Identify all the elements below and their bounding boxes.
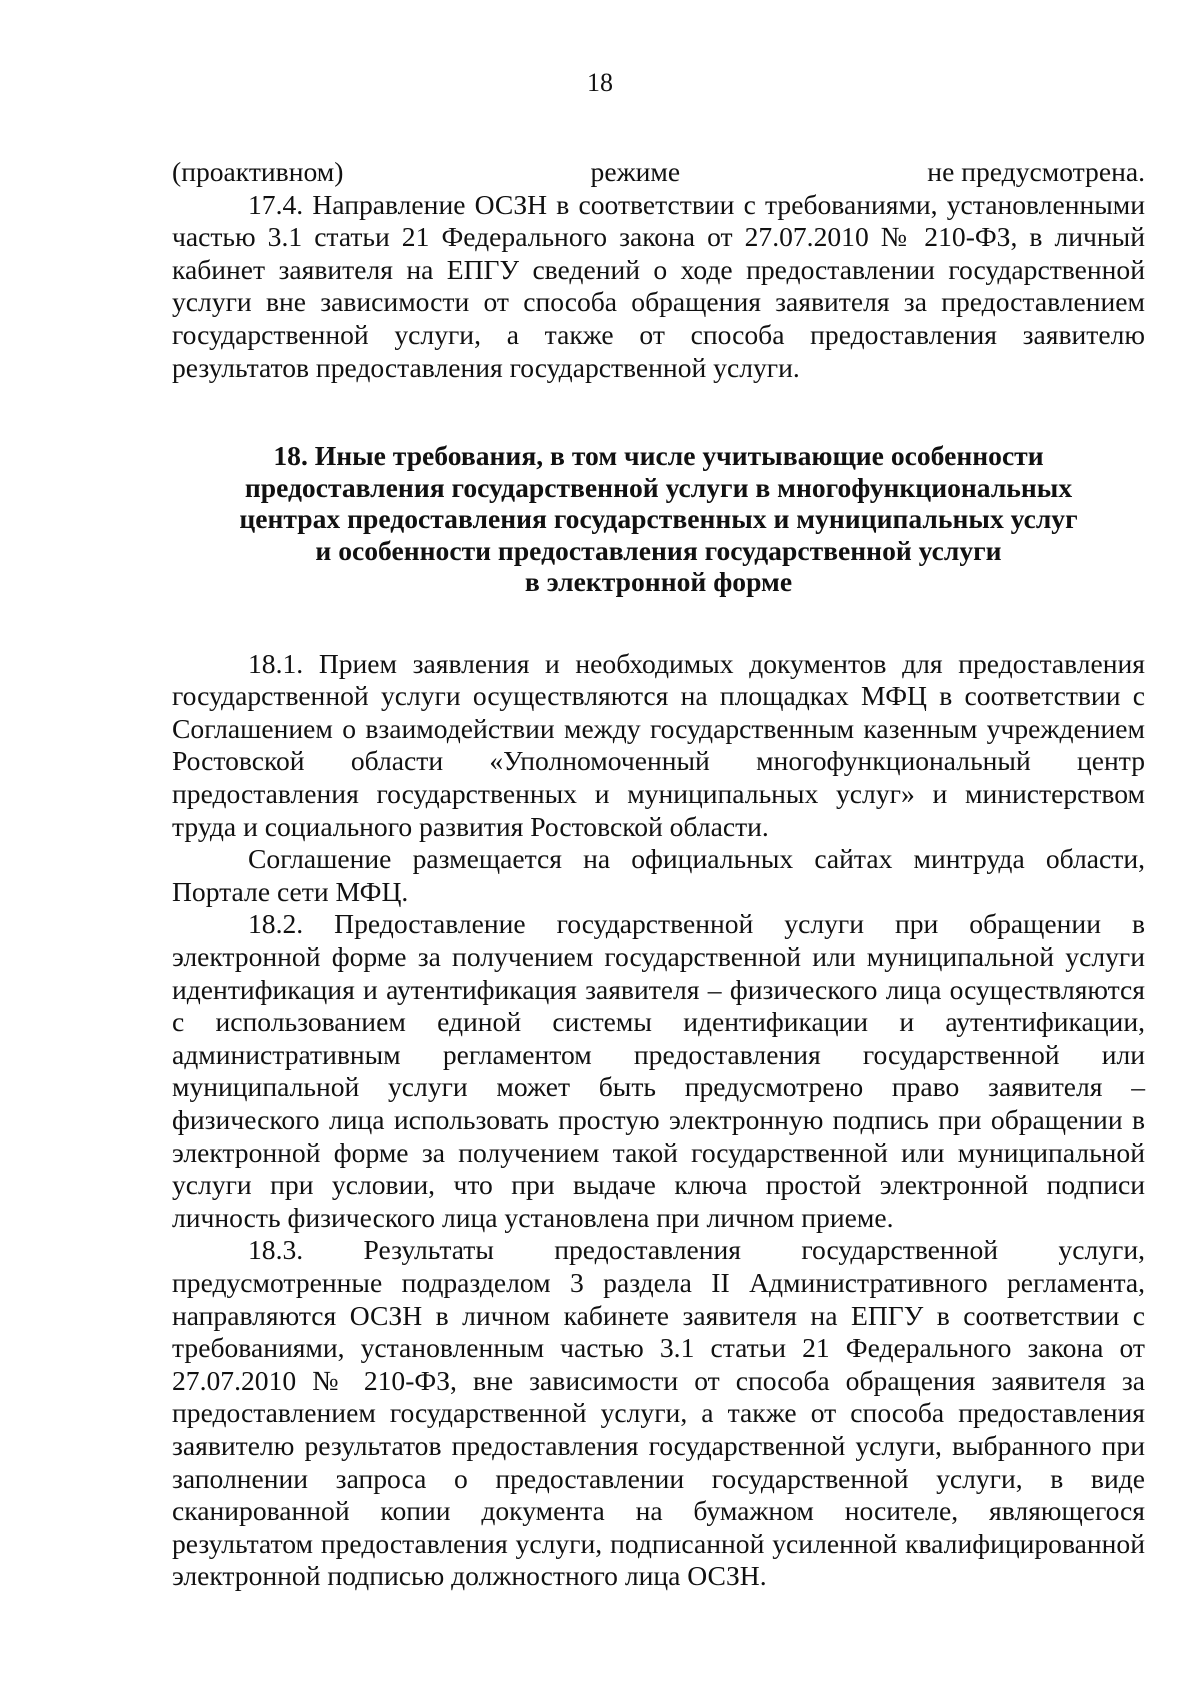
intro-line [172, 156, 1145, 189]
paragraph-18-1: 18.1. Прием заявления и необходимых документов для предоставления государственной услуги осуществляются на площадках МФЦ в соответствии с Соглашением о взаимодействии между государственным казенным учреждением Ростовской области «Уполномоченный многофункциональный центр предоставления государственных и муниципальных услуг» и министерством труда и социального развития Ростовской области. [172, 647, 1145, 842]
intro-word-mode: режиме [590, 156, 681, 187]
intro-word-proactive: (проактивном) [172, 156, 344, 187]
heading-line-3: центрах предоставления государственных и муниципальных услуг [239, 503, 1078, 535]
heading-line-1: 18. Иные требования, в том числе учитывающие особенности [273, 440, 1044, 472]
document-body [172, 156, 1145, 1593]
paragraph-agreement: Соглашение размещается на официальных сайтах минтруда области, Портале сети МФЦ. [172, 843, 1145, 907]
heading-line-4: и особенности предоставления государственной услуги [315, 534, 1002, 566]
intro-word-not-provided: не предусмотрена. [927, 156, 1145, 187]
paragraph-18-3: 18.3. Результаты предоставления государственной услуги, предусмотренные подразделом 3 раздела II Административного регламента, направляются ОСЗН в личном кабинете заявителя на ЕПГУ в соответствии с требованиями, установленным частью 3.1 статьи 21 Федерального закона от 27.07.2010 № 210-ФЗ, вне зависимости от способа обращения заявителя за предоставлением государственной услуги, а также от способа предоставления заявителю результатов предоставления государственной услуги, выбранного при заполнении запроса о предоставлении государственной услуги, в виде сканированной копии документа на бумажном носителе, являющегося результатом предоставления услуги, подписанной усиленной квалифицированной электронной подписью должностного лица ОСЗН. [172, 1234, 1145, 1592]
paragraph-17-4: 17.4. Направление ОСЗН в соответствии с требованиями, установленными частью 3.1 статьи 21 Федерального закона от 27.07.2010 № 210-ФЗ, в личный кабинет заявителя на ЕПГУ сведений о ходе предоставлении государственной услуги вне зависимости от способа обращения заявителя за предоставлением государственной услуги, а также от способа предоставления заявителю результатов предоставления государственной услуги. [172, 188, 1145, 383]
page-number: 18 [587, 68, 613, 97]
section-18-heading [172, 440, 1145, 598]
heading-line-5: в электронной форме [524, 566, 793, 598]
heading-line-2: предоставления государственной услуги в многофункциональных [244, 471, 1073, 503]
paragraph-18-2: 18.2. Предоставление государственной услуги при обращении в электронной форме за получением государственной или муниципальной услуги идентификация и аутентификация заявителя – физического лица осуществляются с использованием единой системы идентификации и аутентификации, административным регламентом предоставления государственной или муниципальной услуги может быть предусмотрено право заявителя – физического лица использовать простую электронную подпись при обращении в электронной форме за получением такой государственной или муниципальной услуги при условии, что при выдаче ключа простой электронной подписи личность физического лица установлена при личном приеме. [172, 908, 1145, 1233]
